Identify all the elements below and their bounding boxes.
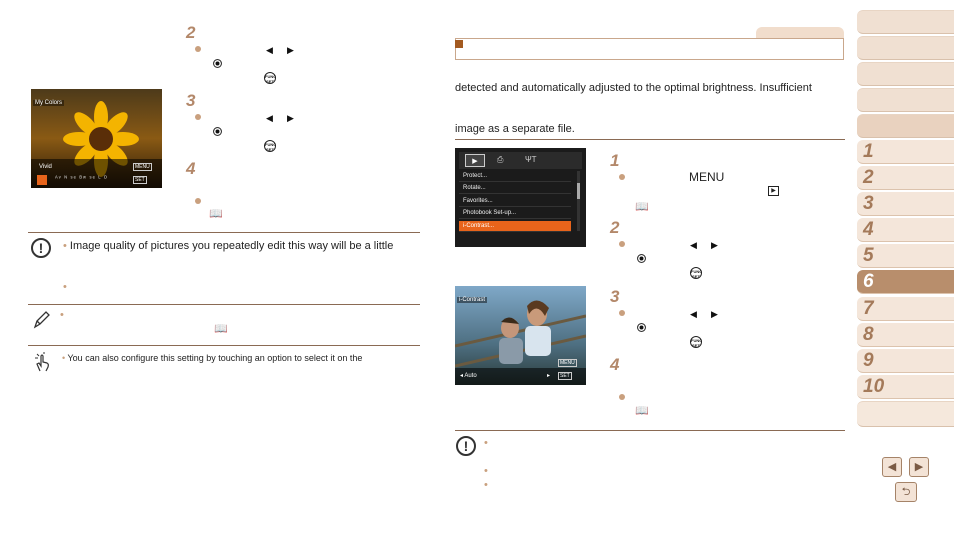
func-set-button-icon: FUNC SET: [265, 142, 277, 152]
sidebar-chapter-2[interactable]: 2: [857, 166, 954, 190]
bullet: [619, 310, 625, 316]
playback-tab-icon: ▶: [465, 154, 485, 167]
left-arrow-icon: ◀: [266, 113, 273, 123]
sidebar-chapter-1[interactable]: 1: [857, 140, 954, 164]
section-divider: [455, 139, 845, 140]
right-arrow-icon: ▶: [287, 45, 294, 55]
caution-bullet: •: [484, 479, 488, 491]
sidebar-chapter-10[interactable]: 10: [857, 375, 954, 399]
sidebar-chapter-7[interactable]: 7: [857, 297, 954, 321]
step-number-3: 3: [610, 287, 620, 306]
caution-text: • Image quality of pictures you repeatedly edit this way will be a little: [63, 240, 394, 252]
left-arrow-icon: ◀: [266, 45, 273, 55]
sidebar-tab-guide[interactable]: [857, 114, 954, 138]
menu-item: Photobook Set-up...: [459, 208, 571, 219]
left-arrow-icon: ◀: [690, 240, 697, 250]
sidebar-tab-camera-basics[interactable]: [857, 88, 954, 112]
func-set-button-icon: FUNC SET: [265, 74, 277, 84]
book-icon: 📖: [635, 405, 649, 417]
mode-label: Vivid: [39, 164, 52, 170]
control-dial-icon: [637, 323, 646, 332]
bullet: [195, 198, 201, 204]
section-title-box: [455, 38, 844, 60]
bullet: [619, 174, 625, 180]
step-number-4: 4: [610, 355, 620, 374]
control-dial-icon: [637, 254, 646, 263]
screen-title: My Colors: [35, 100, 63, 106]
playback-menu-screen: [455, 148, 586, 247]
scrollbar-track: [577, 171, 580, 231]
sidebar-tab-basics[interactable]: [857, 36, 954, 60]
menu-item: Rotate...: [459, 183, 571, 194]
playback-icon: ▶: [768, 186, 779, 196]
color-mode-icons: ᴬᵛ ᴺ ˢᵉ ᴮʷ ˢᵉ ᴸ ᴰ: [55, 176, 108, 182]
book-icon: 📖: [209, 208, 223, 220]
sidebar-chapter-6-active[interactable]: 6: [857, 270, 954, 294]
step-number-3: 3: [186, 91, 196, 110]
control-dial-icon: [213, 127, 222, 136]
my-colors-screen: [31, 89, 162, 188]
i-contrast-screen: [455, 286, 586, 385]
pencil-icon: [32, 310, 50, 330]
bullet: [195, 46, 201, 52]
book-icon: 📖: [635, 201, 649, 213]
sidebar-chapter-9[interactable]: 9: [857, 349, 954, 373]
control-dial-icon: [213, 59, 222, 68]
sidebar-chapter-4[interactable]: 4: [857, 218, 954, 242]
book-icon: 📖: [214, 323, 228, 335]
exclamation-circle-icon: !: [456, 436, 476, 456]
right-arrow-icon: ▶: [711, 240, 718, 250]
right-arrow-icon: ▶: [287, 113, 294, 123]
sidebar-tab-advanced[interactable]: [857, 62, 954, 86]
bullet: [619, 241, 625, 247]
intro-paragraph-line: detected and automatically adjusted to the optimal brightness. Insufficient: [455, 82, 812, 94]
left-arrow-icon: ◀: [690, 309, 697, 319]
func-set-button-icon: FUNC SET: [691, 338, 703, 348]
screen-title: i-Contrast: [459, 297, 486, 303]
return-button[interactable]: ⮌: [895, 482, 917, 502]
menu-item: Protect...: [459, 171, 571, 182]
sidebar-chapter-5[interactable]: 5: [857, 244, 954, 268]
previous-page-button[interactable]: ◀: [882, 457, 902, 477]
section-divider: [28, 345, 420, 346]
menu-button-label: MENU: [689, 170, 725, 184]
page-tab: [756, 27, 844, 38]
menu-item-selected: i-Contrast...: [459, 221, 571, 232]
caution-bullet: •: [63, 281, 67, 293]
set-badge: SET: [560, 373, 570, 379]
sidebar-chapter-3[interactable]: 3: [857, 192, 954, 216]
func-set-button-icon: FUNC SET: [691, 269, 703, 279]
step-number-4: 4: [186, 159, 196, 178]
print-tab-icon: ⎙: [497, 155, 504, 164]
scrollbar-thumb: [577, 183, 580, 199]
step-number-2: 2: [610, 218, 620, 237]
step-number-1: 1: [610, 151, 620, 170]
caution-bullet: •: [484, 465, 488, 477]
section-divider: [28, 232, 420, 233]
exclamation-circle-icon: !: [31, 238, 51, 258]
section-divider: [28, 304, 420, 305]
sidebar-chapter-8[interactable]: 8: [857, 323, 954, 347]
menu-badge: MENU: [560, 360, 575, 366]
right-arrow-icon: ▶: [711, 309, 718, 319]
step-number-2: 2: [186, 23, 196, 42]
caution-bullet: •: [484, 437, 488, 449]
contrast-value: ◂ Auto: [460, 373, 477, 379]
menu-badge: MENU: [135, 164, 150, 170]
section-marker: [455, 40, 463, 48]
tip-text: • You can also configure this setting by touching an option to select it on the: [62, 353, 363, 363]
sidebar-tab-index[interactable]: [857, 401, 954, 427]
next-page-button[interactable]: ▶: [909, 457, 929, 477]
sidebar-tab-contents[interactable]: [857, 10, 954, 34]
bullet: [195, 114, 201, 120]
menu-item: Favorites...: [459, 196, 571, 207]
intro-paragraph-line: image as a separate file.: [455, 123, 575, 135]
note-bullet: •: [60, 309, 64, 321]
section-divider: [455, 430, 845, 431]
set-badge: SET: [135, 177, 145, 183]
settings-tab-icon: ΨΤ: [525, 155, 537, 164]
touch-hand-icon: [33, 351, 51, 373]
bullet: [619, 394, 625, 400]
right-arrow-icon: ▸: [547, 373, 551, 379]
